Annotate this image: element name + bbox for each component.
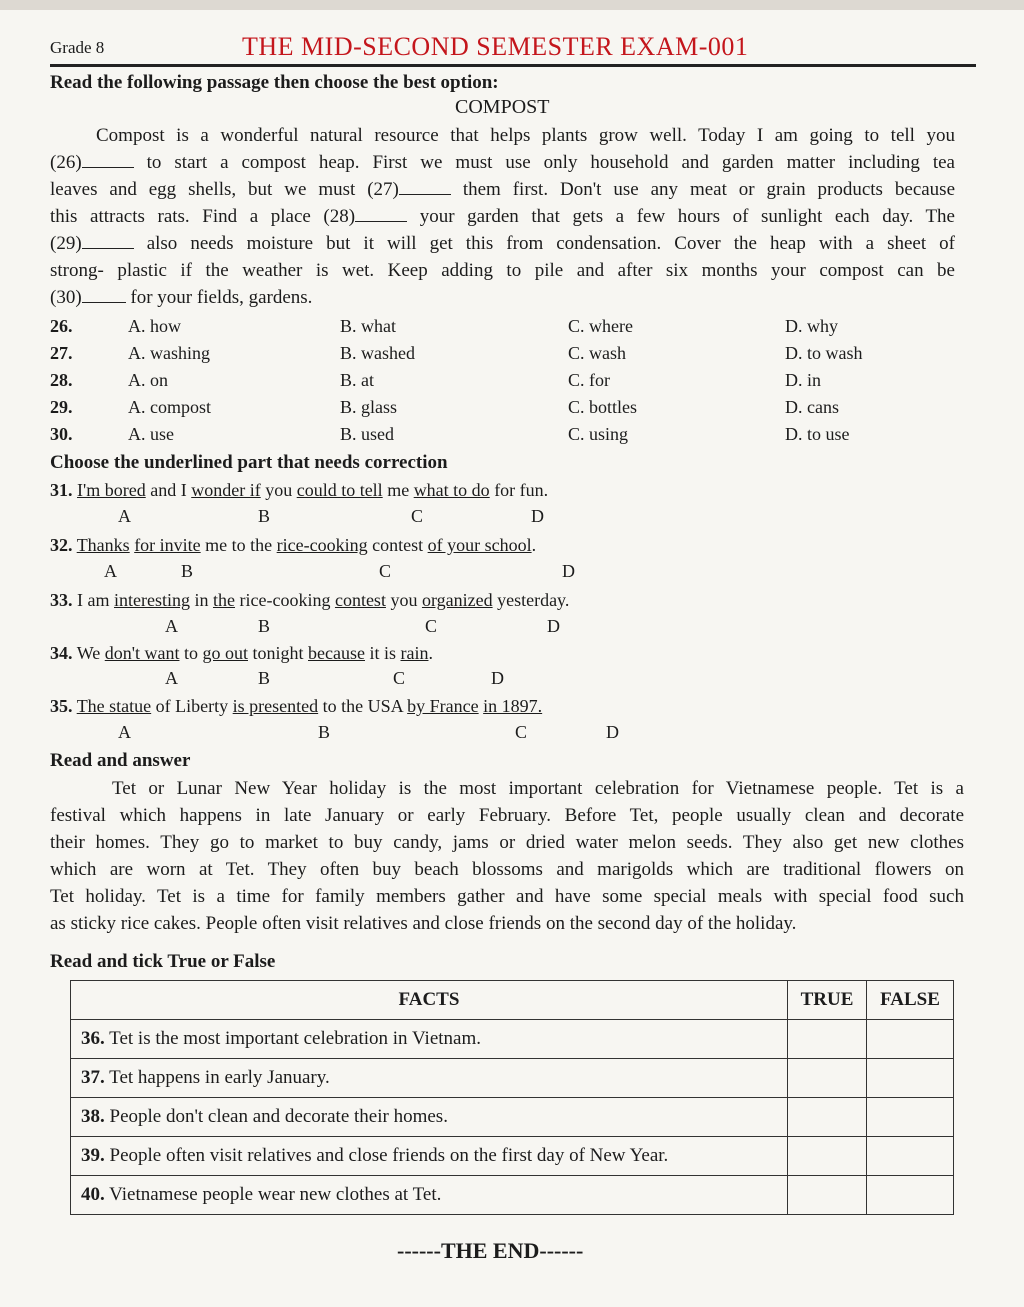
passage-title: COMPOST bbox=[455, 96, 550, 118]
option-a: A. how bbox=[128, 316, 181, 336]
answer-letter-b: B bbox=[258, 506, 271, 526]
option-d: D. why bbox=[785, 316, 838, 336]
answer-letter-a: A bbox=[165, 668, 178, 688]
reading-line: as sticky rice cakes. People often visit relatives and close friends on the second day of the holiday. bbox=[50, 913, 797, 934]
error-question: 35. The statue of Liberty is presented to the USA by France in 1897. bbox=[50, 696, 543, 716]
option-c: C. bottles bbox=[568, 397, 638, 417]
passage-line: leaves and egg shells, but we must (27) them first. Don't use any meat or grain products because bbox=[50, 179, 956, 200]
answer-letter-d: D bbox=[531, 506, 544, 526]
section4-instruction: Read and tick True or False bbox=[50, 951, 276, 972]
answer-letter-a: A bbox=[165, 616, 178, 636]
table-row bbox=[71, 1137, 954, 1176]
option-b: B. at bbox=[340, 370, 374, 390]
option-d: D. cans bbox=[785, 397, 839, 417]
error-question: 32. Thanks for invite me to the rice-cooking contest of your school. bbox=[50, 535, 537, 555]
fact-cell: 36. Tet is the most important celebration in Vietnam. bbox=[71, 1020, 788, 1059]
reading-line: Tet or Lunar New Year holiday is the most important celebration for Vietnamese people. Tet is a bbox=[112, 778, 964, 799]
exam-title: THE MID-SECOND SEMESTER EXAM-001 bbox=[242, 32, 749, 61]
answer-letter-c: C bbox=[425, 616, 438, 636]
option-b: B. used bbox=[340, 424, 394, 444]
answer-letter-a: A bbox=[118, 722, 131, 742]
false-checkbox-cell[interactable] bbox=[867, 1059, 954, 1098]
section3-instruction: Read and answer bbox=[50, 750, 191, 771]
passage-line: (29) also needs moisture but it will get this from condensation. Cover the heap with a sheet of bbox=[50, 233, 955, 254]
option-c: C. for bbox=[568, 370, 610, 390]
option-c: C. where bbox=[568, 316, 633, 336]
table-row bbox=[71, 1059, 954, 1098]
option-d: D. to wash bbox=[785, 343, 863, 363]
option-b: B. what bbox=[340, 316, 396, 336]
reading-line: festival which happens in late January or early February. Before Tet, people usually clean and decorate bbox=[50, 805, 964, 826]
fact-cell: 37. Tet happens in early January. bbox=[71, 1059, 788, 1098]
answer-letter-c: C bbox=[393, 668, 406, 688]
error-question: 31. I'm bored and I wonder if you could to tell me what to do for fun. bbox=[50, 480, 549, 500]
answer-letter-c: C bbox=[515, 722, 528, 742]
false-checkbox-cell[interactable] bbox=[867, 1098, 954, 1137]
fact-cell: 38. People don't clean and decorate their homes. bbox=[71, 1098, 788, 1137]
option-c: C. using bbox=[568, 424, 629, 444]
answer-letter-a: A bbox=[104, 561, 117, 581]
table-row bbox=[71, 1098, 954, 1137]
true-checkbox-cell[interactable] bbox=[788, 1176, 867, 1215]
table-row bbox=[71, 1176, 954, 1215]
option-a: A. on bbox=[128, 370, 168, 390]
section1-instruction: Read the following passage then choose the best option: bbox=[50, 72, 499, 93]
top-strip bbox=[0, 0, 1024, 10]
option-a: A. use bbox=[128, 424, 174, 444]
option-a: A. washing bbox=[128, 343, 210, 363]
facts-header: FACTS bbox=[71, 981, 788, 1020]
error-question: 33. I am interesting in the rice-cooking contest you organized yesterday. bbox=[50, 590, 570, 610]
header-divider bbox=[50, 64, 976, 67]
true-false-table bbox=[70, 980, 954, 1215]
true-checkbox-cell[interactable] bbox=[788, 1020, 867, 1059]
false-checkbox-cell[interactable] bbox=[867, 1020, 954, 1059]
answer-letter-c: C bbox=[411, 506, 424, 526]
true-checkbox-cell[interactable] bbox=[788, 1059, 867, 1098]
passage-line: (26) to start a compost heap. First we must use only household and garden matter including tea bbox=[50, 152, 955, 173]
answer-letter-d: D bbox=[491, 668, 504, 688]
table-row bbox=[71, 1020, 954, 1059]
the-end-footer: ------THE END------ bbox=[397, 1238, 584, 1263]
fact-cell: 39. People often visit relatives and close friends on the first day of New Year. bbox=[71, 1137, 788, 1176]
option-a: A. compost bbox=[128, 397, 211, 417]
passage-line: Compost is a wonderful natural resource that helps plants grow well. Today I am going to tell you bbox=[96, 125, 955, 146]
reading-line: which are worn at Tet. They often buy beach blossoms and marigolds which are traditional flowers on bbox=[50, 859, 964, 880]
false-checkbox-cell[interactable] bbox=[867, 1137, 954, 1176]
option-b: B. washed bbox=[340, 343, 415, 363]
answer-letter-d: D bbox=[562, 561, 575, 581]
passage-line: strong- plastic if the weather is wet. Keep adding to pile and after six months your compost can be bbox=[50, 260, 955, 281]
option-c: C. wash bbox=[568, 343, 626, 363]
answer-letter-b: B bbox=[258, 668, 271, 688]
true-checkbox-cell[interactable] bbox=[788, 1098, 867, 1137]
passage-line: (30) for your fields, gardens. bbox=[50, 287, 313, 308]
answer-letter-d: D bbox=[547, 616, 560, 636]
reading-line: their homes. They go to market to buy candy, jams or dried water melon seeds. They also get new clothes bbox=[50, 832, 964, 853]
answer-letter-b: B bbox=[258, 616, 271, 636]
section2-instruction: Choose the underlined part that needs correction bbox=[50, 452, 448, 473]
answer-letter-a: A bbox=[118, 506, 131, 526]
grade-label: Grade 8 bbox=[50, 38, 105, 57]
error-question: 34. We don't want to go out tonight because it is rain. bbox=[50, 643, 433, 663]
exam-page: Grade 8 THE MID-SECOND SEMESTER EXAM-001 Read the following passage then choose the best option: COMPOST Compost is a wonderful natural resource that helps plants grow well. Today I am going to tell you (26) to start a compost heap. First we must use only household and garden matter including tea leaves and egg shells, but we must (27) them first. Don't use any meat or grain products because this attracts rats. Find a place (28) your garden that gets a few hours of sunlight each day. The (29) also needs moisture but it will get this from condensation. Cover the heap with a sheet of strong- plastic if the weather is wet. Keep adding to pile and after six months your compost can be (30) for your fields, gardens. 26. A. how B. what C. where D. why 27. A. washing B. washed C. wash D. to wash 28. A. on B. at C. for D. in 29. A. compost B. glass C. bottles D. cans 30. A. use B. used C. using D. to use Choose the underlined part that needs correction 31. I'm bored and I wonder if you could to tell me what to do for fun. A B C D 32. Thanks for invite me to the rice-cooking contest of your school. A B C D 33. I am interesting in the rice-cooking contest you organized yesterday. A B C D 34. We don't want to go out tonight because it is rain. A B C D 35. The statue of Liberty is presented to the USA by France in 1897. A B C D Read and answer Tet or Lunar New Year holiday is the most important celebration for Vietnamese people. Tet is a festival which happens in late January or early February. Before Tet, people usually clean and decorate their homes. They go to market to buy candy, jams or dried water melon seeds. They also get new clothes which are worn at Tet. They often buy beach blossoms and marigolds which are traditional flowers on Tet holiday. Tet is a time for family members gather and have some special meals with special food such as sticky rice cakes. People often visit relatives and close friends on the second day of the holiday. Read and tick True or False FACTS TRUE FALSE 36. Tet is the most important celebration in Vietnam. 37. Tet happens in early January. 38. People don't clean and decorate their homes. 39. People often visit relatives and close friends on the first day of New Year. 40. Vietnamese people wear new clothes at Tet. ------THE END------ bbox=[0, 0, 1024, 1307]
true-checkbox-cell[interactable] bbox=[788, 1137, 867, 1176]
false-checkbox-cell[interactable] bbox=[867, 1176, 954, 1215]
option-d: D. in bbox=[785, 370, 821, 390]
option-d: D. to use bbox=[785, 424, 850, 444]
passage-line: this attracts rats. Find a place (28) your garden that gets a few hours of sunlight each day. The bbox=[50, 206, 955, 227]
true-header: TRUE bbox=[788, 981, 867, 1020]
reading-line: Tet holiday. Tet is a time for family members gather and have some special meals with special food such bbox=[50, 886, 964, 907]
answer-letter-b: B bbox=[181, 561, 194, 581]
fact-cell: 40. Vietnamese people wear new clothes at Tet. bbox=[71, 1176, 788, 1215]
false-header: FALSE bbox=[867, 981, 954, 1020]
answer-letter-c: C bbox=[379, 561, 392, 581]
option-b: B. glass bbox=[340, 397, 398, 417]
answer-letter-b: B bbox=[318, 722, 331, 742]
table-header-row bbox=[71, 981, 954, 1020]
answer-letter-d: D bbox=[606, 722, 619, 742]
